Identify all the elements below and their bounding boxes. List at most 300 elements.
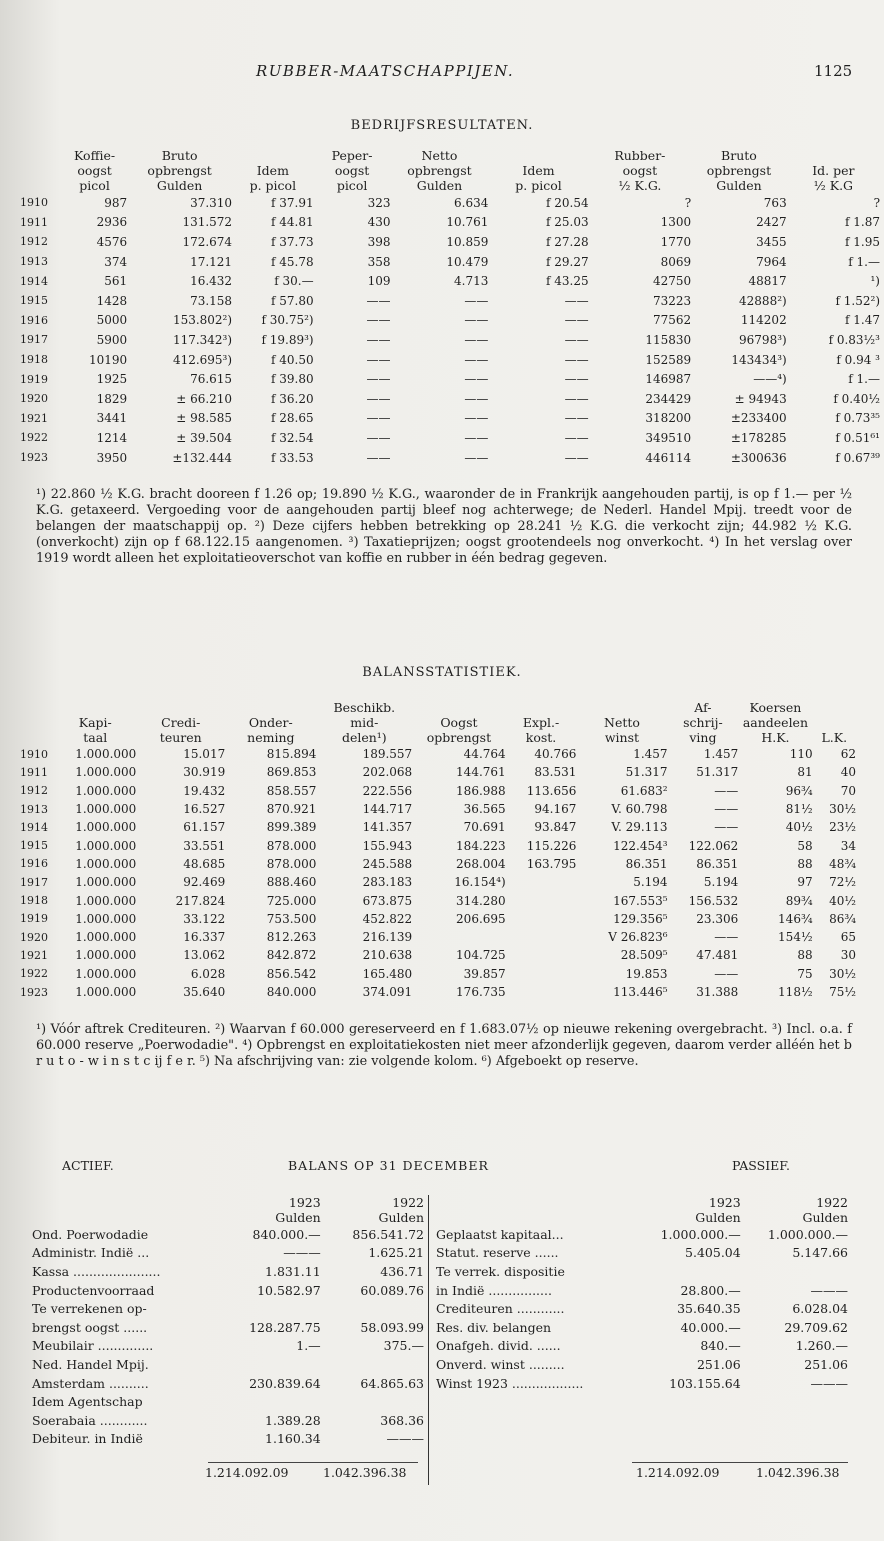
table-cell: f 1.87 — [845, 215, 880, 230]
table-cell: 1919 — [20, 912, 48, 926]
balance-value: ——— — [386, 1431, 424, 1447]
column-header: Peper- oogst picol — [331, 148, 373, 193]
table-cell: 156.532 — [688, 893, 739, 908]
table-cell: 323 — [367, 195, 391, 210]
table-cell: 1923 — [20, 451, 48, 465]
table-cell: 7964 — [756, 254, 787, 269]
table-cell: 3950 — [96, 450, 128, 465]
balance-value — [321, 1392, 424, 1411]
table-cell: 97 — [797, 875, 813, 890]
table-cell: —— — [714, 783, 739, 798]
column-header: Id. per ½ K.G — [812, 163, 855, 193]
balance-value — [741, 1262, 848, 1281]
table-cell: 16.432 — [190, 274, 233, 289]
table-cell: 184.223 — [456, 838, 506, 853]
table-cell — [506, 946, 577, 964]
balance-item: Soerabaia ............ — [32, 1412, 148, 1428]
table-cell: —— — [464, 352, 489, 367]
table-row — [20, 428, 880, 448]
table-cell: 753.500 — [266, 911, 317, 926]
table-cell: V 26.823⁶ — [608, 930, 668, 945]
table-cell: 16.527 — [183, 802, 226, 817]
table-row — [20, 745, 856, 763]
balance-value — [321, 1355, 424, 1374]
table-cell: 4.713 — [454, 274, 489, 289]
table-cell: 48817 — [748, 274, 787, 289]
table-cell: 17.121 — [190, 254, 233, 269]
table-cell: 3441 — [96, 411, 128, 426]
table-cell: 1914 — [20, 820, 48, 834]
balance-value: 840.— — [700, 1338, 741, 1354]
table-cell: 13.062 — [183, 948, 226, 963]
table-cell: —— — [714, 820, 739, 835]
table-cell: 222.556 — [362, 783, 413, 798]
table-cell: 1911 — [20, 765, 48, 779]
balance-value: 856.541.72 — [352, 1226, 424, 1242]
balance-value — [217, 1392, 320, 1411]
balance-row — [436, 1225, 848, 1244]
table-cell: f 30.75²) — [261, 313, 314, 328]
table-cell: f 1.— — [848, 372, 880, 387]
table-cell: 86.351 — [625, 856, 668, 871]
table-cell: 165.480 — [362, 966, 413, 981]
table-row — [20, 271, 880, 291]
balance-value: ——— — [283, 1245, 321, 1261]
table-cell: 30½ — [829, 802, 856, 817]
spacer — [32, 1195, 217, 1210]
balance-item: Statut. reserve ...... — [436, 1245, 559, 1261]
table-cell: 23½ — [829, 820, 856, 835]
table-cell: —— — [464, 332, 489, 347]
table-cell — [506, 965, 577, 983]
table-cell — [412, 928, 505, 946]
balance-value: 1.160.34 — [265, 1431, 321, 1447]
balance-value: 1.000.000.— — [767, 1226, 848, 1242]
table-cell: 1.000.000 — [75, 856, 137, 871]
table-cell: 118½ — [778, 985, 813, 999]
table-cell: f 29.27 — [546, 254, 589, 269]
balance-row — [436, 1299, 848, 1318]
table-cell: f 1.— — [848, 254, 880, 269]
table-cell: 19.432 — [183, 783, 226, 798]
table-cell: —— — [564, 391, 589, 406]
table-cell: 114202 — [740, 313, 787, 328]
table-cell: 28.509⁵ — [620, 948, 668, 963]
table-cell: —— — [464, 372, 489, 387]
balance-divider — [428, 1195, 429, 1485]
spacer — [436, 1195, 633, 1210]
table-cell: f 37.73 — [271, 234, 314, 249]
table-cell: —— — [464, 391, 489, 406]
balance-value: 375.— — [383, 1338, 424, 1354]
table-cell: 30 — [840, 948, 856, 963]
table-cell: 51.317 — [696, 765, 739, 780]
balance-value: 5.405.04 — [685, 1245, 741, 1261]
table-cell: f 0.40½ — [833, 391, 880, 406]
table-cell: 154½ — [778, 930, 813, 945]
table-cell: 122.062 — [688, 838, 739, 853]
table-cell: 5.194 — [703, 875, 739, 890]
table-cell: 1.000.000 — [75, 985, 137, 999]
table-cell: 858.557 — [266, 783, 317, 798]
column-header: Onder- neming — [247, 715, 295, 745]
table-cell: ± 98.585 — [176, 411, 233, 426]
table-row — [20, 291, 880, 311]
table-cell: 113.446⁵ — [613, 985, 668, 999]
header-row — [20, 148, 880, 193]
balance-item: Crediteuren ............ — [436, 1301, 565, 1317]
column-header: Kapi- taal — [78, 715, 112, 745]
table-cell: 39.857 — [463, 966, 506, 981]
column-header: Koersen aandeelen H.K. — [742, 700, 809, 745]
table-cell: ¹) — [870, 274, 880, 289]
table-cell: 6.634 — [454, 195, 489, 210]
table-cell: f 39.80 — [271, 372, 314, 387]
balance-value: 1.— — [296, 1338, 321, 1354]
table-cell: 189.557 — [362, 747, 413, 762]
table-cell: 48¾ — [829, 856, 856, 871]
table-cell: 104.725 — [456, 948, 506, 963]
table-cell: 283.183 — [362, 875, 413, 890]
table-cell: 19.853 — [625, 966, 668, 981]
table-cell: 1.000.000 — [75, 783, 137, 798]
balance-item: Idem Agentschap — [32, 1394, 143, 1410]
column-header: Netto winst — [604, 715, 640, 745]
table-cell: f 27.28 — [546, 234, 589, 249]
table-cell: 155.943 — [362, 838, 413, 853]
table-cell: 146¾ — [778, 911, 813, 926]
table-cell: 141.357 — [362, 820, 413, 835]
table-cell: —— — [366, 411, 391, 426]
table-row — [20, 818, 856, 836]
table-cell: 94.167 — [534, 802, 577, 817]
table-cell: 1770 — [660, 234, 692, 249]
table-row — [20, 193, 880, 213]
year-row — [436, 1195, 848, 1210]
table-row — [20, 409, 880, 429]
table-cell: 1.000.000 — [75, 966, 137, 981]
table-cell: 1922 — [20, 431, 48, 445]
table-cell: 358 — [367, 254, 391, 269]
table-cell: 40½ — [785, 820, 813, 835]
table-cell: 10.479 — [446, 254, 489, 269]
table-cell: 1920 — [20, 392, 48, 406]
table-cell: 92.469 — [183, 875, 226, 890]
table-cell: 1914 — [20, 274, 48, 288]
table-cell: 117.342³) — [172, 332, 233, 347]
column-header: Expl.- kost. — [522, 715, 560, 745]
table-cell — [506, 891, 577, 909]
table-cell: 51.317 — [625, 765, 668, 780]
table-cell: ±233400 — [730, 411, 787, 426]
table-cell: 812.263 — [266, 930, 317, 945]
balance-value: 10.582.97 — [257, 1282, 321, 1298]
table-cell: 1214 — [96, 430, 128, 445]
table-row — [20, 910, 856, 928]
table-cell: 40½ — [829, 893, 856, 908]
balance-item: Winst 1923 .................. — [436, 1375, 584, 1391]
table-cell: 1910 — [20, 747, 48, 761]
passief-heading: PASSIEF. — [732, 1158, 790, 1173]
table-cell: 96¾ — [785, 783, 813, 798]
table-cell: 202.068 — [362, 765, 413, 780]
table-cell: 210.638 — [362, 948, 413, 963]
actief-total-rule — [208, 1462, 418, 1463]
balance-item: in Indië ................ — [436, 1282, 552, 1298]
balansstat-table — [20, 700, 856, 1001]
table-cell: 62 — [840, 747, 856, 762]
balance-value: 5.147.66 — [792, 1245, 848, 1261]
table-cell: 1.000.000 — [75, 765, 137, 780]
table-cell: —— — [564, 352, 589, 367]
section-title-bedrijf: BEDRIJFSRESULTATEN. — [350, 118, 534, 133]
balance-row — [32, 1299, 424, 1318]
table-cell: 33.551 — [183, 838, 226, 853]
table-cell: —— — [366, 430, 391, 445]
table-cell: 1912 — [20, 235, 48, 249]
balance-value: 58.093.99 — [360, 1319, 424, 1335]
table-cell: 109 — [367, 274, 391, 289]
table-cell: —— — [564, 293, 589, 308]
table-cell: 206.695 — [456, 911, 506, 926]
table-cell: ? — [684, 195, 692, 210]
column-header — [20, 148, 62, 193]
balance-value: 103.155.64 — [669, 1375, 741, 1391]
balance-value: ——— — [810, 1375, 848, 1391]
year-label: 1923 — [708, 1195, 741, 1210]
column-header: Netto opbrengst Gulden — [407, 148, 472, 193]
table-cell: 245.588 — [362, 856, 413, 871]
table-cell: 1919 — [20, 372, 48, 386]
table-cell: 1.000.000 — [75, 838, 137, 853]
balance-item: Te verrek. dispositie — [436, 1263, 565, 1279]
table-cell: f 37.91 — [271, 195, 314, 210]
table-row — [20, 252, 880, 272]
table-cell: 35.640 — [183, 985, 226, 999]
table-cell: —— — [714, 930, 739, 945]
table-cell: 96798³) — [739, 332, 787, 347]
table-cell: —— — [714, 966, 739, 981]
balance-value — [217, 1355, 320, 1374]
table-cell: 86.351 — [696, 856, 739, 871]
table-cell: 888.460 — [266, 875, 317, 890]
balance-value: 60.089.76 — [360, 1282, 424, 1298]
column-header: Idem p. picol — [515, 163, 562, 193]
table-cell: 8069 — [660, 254, 692, 269]
table-cell: 70.691 — [463, 820, 506, 835]
balance-value — [633, 1262, 740, 1281]
table-row — [20, 782, 856, 800]
table-cell: —— — [464, 411, 489, 426]
balance-value: 28.800.— — [680, 1282, 741, 1298]
table-cell: ±300636 — [730, 450, 787, 465]
table-cell: 72½ — [829, 875, 856, 890]
table-cell: 163.795 — [526, 856, 577, 871]
table-cell: f 44.81 — [271, 215, 314, 230]
table-cell: 987 — [104, 195, 128, 210]
passief-total-1923: 1.214.092.09 — [636, 1465, 720, 1480]
table-cell: 33.122 — [183, 911, 226, 926]
balance-row — [436, 1281, 848, 1300]
table-cell: 2936 — [96, 215, 128, 230]
balance-row — [32, 1318, 424, 1337]
column-header: Beschikb. mid- delen¹) — [333, 700, 396, 745]
table-cell: 1921 — [20, 948, 48, 962]
table-cell: 234429 — [645, 391, 692, 406]
balance-value: 1.260.— — [795, 1338, 848, 1354]
table-row — [20, 983, 856, 1001]
table-cell: 86¾ — [829, 911, 856, 926]
table-cell: f 0.73³⁵ — [835, 411, 880, 426]
table-cell: f 19.89³) — [261, 332, 314, 347]
balance-item: Onafgeh. divid. ...... — [436, 1338, 561, 1354]
column-header: Bruto opbrengst Gulden — [706, 148, 772, 193]
table-cell: 869.853 — [266, 765, 317, 780]
balance-item: Kassa ...................... — [32, 1263, 161, 1279]
actief-total-1923: 1.214.092.09 — [205, 1465, 289, 1480]
table-cell: 1915 — [20, 839, 48, 853]
table-cell: f 20.54 — [546, 195, 589, 210]
table-cell: 815.894 — [266, 747, 317, 762]
table-cell: 48.685 — [183, 856, 226, 871]
table-cell: 314.280 — [456, 893, 506, 908]
table-cell: 110 — [789, 747, 813, 762]
table-cell: f 43.25 — [546, 274, 589, 289]
spacer — [436, 1210, 633, 1225]
table-cell: 58 — [797, 838, 813, 853]
table-cell: 61.683² — [620, 783, 668, 798]
table-cell: 318200 — [645, 411, 692, 426]
balance-value: 368.36 — [380, 1412, 424, 1428]
table-cell: 61.157 — [183, 820, 226, 835]
balansstat-notes: ¹) Vóór aftrek Crediteuren. ²) Waarvan f 60.000 gereserveerd en f 1.683.07½ op nieuwe rekening overgebracht. ³) Incl. o.a. f 60.000 reserve „Poerwodadie". ⁴) Opbrengst en exploitatiekosten niet meer afzonderlijk gegeven, daarom verder alléén het b r u t o - w i n s t c ij f e r. ⁵) Na afschrijving van: zie volgende kolom. ⁶) Afgeboekt op reserve. — [36, 1022, 852, 1069]
table-row — [20, 232, 880, 252]
unit-row — [32, 1210, 424, 1225]
table-cell: 878.000 — [266, 838, 317, 853]
balance-row — [32, 1392, 424, 1411]
table-cell: —— — [366, 352, 391, 367]
table-cell: 10.859 — [446, 234, 489, 249]
table-cell: 44.764 — [463, 747, 506, 762]
table-cell: f 25.03 — [546, 215, 589, 230]
table-row — [20, 855, 856, 873]
table-cell: 216.139 — [362, 930, 413, 945]
table-row — [20, 213, 880, 233]
table-cell: f 0.67³⁹ — [835, 450, 880, 465]
table-cell: 144.717 — [362, 802, 413, 817]
table-cell: 172.674 — [182, 234, 233, 249]
table-cell: 30½ — [829, 966, 856, 981]
table-cell: 1920 — [20, 930, 48, 944]
table-cell: 23.306 — [696, 911, 739, 926]
table-row — [20, 763, 856, 781]
table-cell: 88 — [797, 948, 813, 963]
table-cell: 88 — [797, 856, 813, 871]
table-cell: 1913 — [20, 255, 48, 269]
table-row — [20, 891, 856, 909]
table-cell: 268.004 — [456, 856, 506, 871]
table-cell: 856.542 — [266, 966, 317, 981]
balance-value: 436.71 — [380, 1263, 424, 1279]
table-cell: 1.000.000 — [75, 930, 137, 945]
table-cell: 4576 — [96, 234, 128, 249]
table-cell: 1923 — [20, 985, 48, 999]
table-cell: 1925 — [96, 372, 128, 387]
table-cell: f 1.47 — [845, 313, 880, 328]
year-row — [32, 1195, 424, 1210]
table-cell: 176.735 — [456, 985, 506, 999]
balance-item: Amsterdam .......... — [32, 1375, 149, 1391]
table-cell: 1917 — [20, 333, 48, 347]
balance-item: Administr. Indië ... — [32, 1245, 150, 1261]
table-row — [20, 965, 856, 983]
table-cell: 34 — [840, 838, 856, 853]
table-cell: f 28.65 — [271, 411, 314, 426]
table-cell: 412.695³) — [172, 352, 233, 367]
actief-heading: ACTIEF. — [62, 1158, 114, 1173]
table-cell: f 45.78 — [271, 254, 314, 269]
table-cell: 153.802²) — [172, 313, 233, 328]
table-cell: 30.919 — [183, 765, 226, 780]
table-cell: —— — [464, 313, 489, 328]
table-cell: ± 66.210 — [176, 391, 233, 406]
balance-value: 1.000.000.— — [660, 1226, 741, 1242]
column-header: Credi- teuren — [159, 715, 202, 745]
balance-value — [321, 1299, 424, 1318]
table-cell: f 1.52²) — [835, 293, 880, 308]
column-header: Af- schrij- ving — [683, 700, 723, 745]
balance-value: ——— — [810, 1282, 848, 1298]
table-cell: 36.565 — [463, 802, 506, 817]
table-row — [20, 330, 880, 350]
table-cell: 129.356⁵ — [613, 911, 668, 926]
table-cell: 725.000 — [266, 893, 317, 908]
balance-item: Productenvoorraad — [32, 1282, 155, 1298]
table-cell: 1918 — [20, 894, 48, 908]
table-cell: 1921 — [20, 411, 48, 425]
table-cell: 144.761 — [456, 765, 506, 780]
column-header: L.K. — [821, 730, 848, 745]
spacer — [32, 1210, 217, 1225]
table-cell: —— — [366, 293, 391, 308]
table-cell: —— — [564, 450, 589, 465]
table-cell: f 36.20 — [271, 391, 314, 406]
table-cell: —— — [464, 293, 489, 308]
balance-item: Meubilair .............. — [32, 1338, 154, 1354]
table-cell: 3455 — [756, 234, 787, 249]
column-header — [20, 700, 54, 745]
table-cell: 75 — [797, 966, 813, 981]
unit-label: Gulden — [378, 1210, 424, 1225]
table-cell: 899.389 — [266, 820, 317, 835]
running-title: RUBBER-MAATSCHAPPIJEN. — [256, 62, 515, 80]
table-cell: 1300 — [660, 215, 692, 230]
table-cell: 115830 — [645, 332, 692, 347]
table-row — [20, 946, 856, 964]
year-label: 1922 — [392, 1195, 424, 1210]
year-label: 1922 — [816, 1195, 848, 1210]
table-row — [20, 369, 880, 389]
table-cell: 143434³) — [731, 352, 787, 367]
table-cell: 186.988 — [456, 783, 506, 798]
table-cell: f 57.80 — [271, 293, 314, 308]
balance-row — [32, 1430, 424, 1449]
table-cell: —— — [564, 332, 589, 347]
table-cell: 1916 — [20, 857, 48, 871]
table-cell: 10.761 — [446, 215, 489, 230]
balance-row — [436, 1374, 848, 1393]
table-cell: 40 — [840, 765, 856, 780]
